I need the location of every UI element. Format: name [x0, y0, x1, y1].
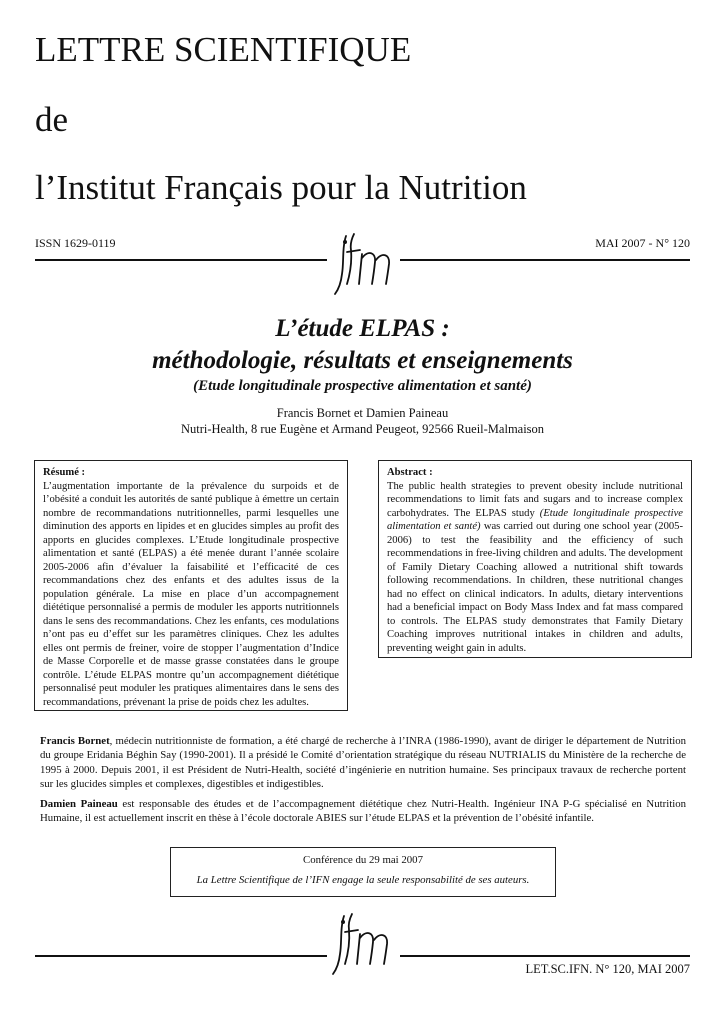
- footer-reference: LET.SC.IFN. N° 120, MAI 2007: [525, 962, 690, 976]
- conference-box: [170, 847, 556, 897]
- abstract-box: [378, 460, 692, 658]
- journal-title-line1: LETTRE SCIENTIFIQUE: [35, 30, 412, 69]
- bio-paineau-name: Damien Paineau: [40, 798, 118, 810]
- issn: ISSN 1629-0119: [35, 236, 116, 250]
- resume-heading: Résumé :: [43, 467, 86, 478]
- abstract-text-italic: (Etude longitudinale prospective alimentation et santé): [387, 507, 684, 532]
- resume-box: [34, 460, 348, 711]
- journal-title-line2: de: [35, 100, 69, 139]
- abstract-text-part1: The public health strategies to prevent obesity include nutritional recommendations to limit fats and sugars and to increase complex carbohydrates. The ELPAS study: [387, 480, 683, 519]
- footer-rule-left: [35, 955, 327, 957]
- footer-ifn-logo-icon: [330, 908, 396, 978]
- article-authors: Francis Bornet et Damien Paineau: [276, 406, 449, 420]
- bio-bornet-text: , médecin nutritionniste de formation, a été chargé de recherche à l’INRA (1986-1990), avant de diriger le département de Nutrition du groupe Eridania Béghin Say (1990-2001). Il a présidé le Comité d’orientation stratégique du réseau NUTRIALIS du Ministère de la recherche de 1995 à 2000. Depuis 2001, il est Président de Nutri-Health, société d’ingénierie en nutrition humaine. Ses principaux travaux de recherche portent sur les glucides simples et complexes, digestibles et indigestibles.: [40, 735, 686, 790]
- header-rule-right: [400, 259, 690, 261]
- article-title-line2: méthodologie, résultats et enseignements: [152, 347, 573, 374]
- abstract-text-part2: was carried out during one school year (2005-2006) to test the feasibility and the efficiency of such recommendations in free-living children and adults. The development of Family Dietary Coaching allowed a nutritional shift towards following recommendations. In children, these nutritional changes had no effect on clinical indicators. In adults, dietary interventions had a beneficial impact on Body Mass Index and fat mass compared to controls. The ELPAS study demonstrates that Family Dietary Coaching improves nutritional intakes in children and adults, preventing weight gain in adults.: [387, 521, 684, 654]
- issue-number: MAI 2007 - N° 120: [595, 236, 690, 250]
- resume-text: L’augmentation importante de la prévalence du surpoids et de l’obésité a conduit les autorités de santé publique à émettre un certain nombre de recommandations nutritionnelles, parmi lesquelles une diminution des apports en lipides et en glucides simples au profit des apports en glucides complexes. L’Etude longitudinale prospective alimentation et santé (ELPAS) a été menée durant l’année scolaire 2005-2006 afin d’évaluer la faisabilité et l’efficacité de ces recommandations chez des enfants et des adultes issus de la population générale. La mise en place d’un accompagnement diététique personnalisé a permis de moduler les apports nutritionnels dans le sens des recommandations. Chez les enfants, ces modulations n’ont pas eu d’effet sur les paramètres cliniques. Chez les adultes elles ont permis de freiner, voire de stopper l’augmentation d’Indice de Masse Corporelle et de masse grasse constatées dans le groupe contrôle. L’étude ELPAS montre qu’un accompagnement diététique personnalisé peut moduler les pratiques alimentaires dans le sens des recommandations, prévenant la prise de poids chez les adultes.: [43, 480, 339, 708]
- conference-date: Conférence du 29 mai 2007: [303, 854, 423, 866]
- bio-bornet: [40, 734, 686, 791]
- article-title-line1: L’étude ELPAS :: [275, 315, 450, 342]
- article-subtitle: (Etude longitudinale prospective alimentation et santé): [193, 378, 532, 394]
- abstract-heading: Abstract :: [387, 467, 433, 478]
- journal-title-line3: l’Institut Français pour la Nutrition: [35, 168, 527, 207]
- footer-rule-right: [400, 955, 690, 957]
- article-affiliation: Nutri-Health, 8 rue Eugène et Armand Peugeot, 92566 Rueil-Malmaison: [180, 422, 545, 436]
- conference-disclaimer: La Lettre Scientifique de l’IFN engage la seule responsabilité de ses auteurs.: [196, 874, 530, 886]
- ifn-logo-icon: [332, 228, 398, 298]
- bio-paineau: [40, 797, 686, 826]
- bio-bornet-name: Francis Bornet: [40, 735, 110, 747]
- bio-paineau-text: est responsable des études et de l’accompagnement diététique chez Nutri-Health. Ingénieur INA P-G spécialisé en Nutrition Humaine, il est actuellement inscrit en thèse à l’école doctorale ABIES sur l’étude ELPAS et la prévention de l’obésité infantile.: [40, 798, 686, 825]
- header-rule-left: [35, 259, 327, 261]
